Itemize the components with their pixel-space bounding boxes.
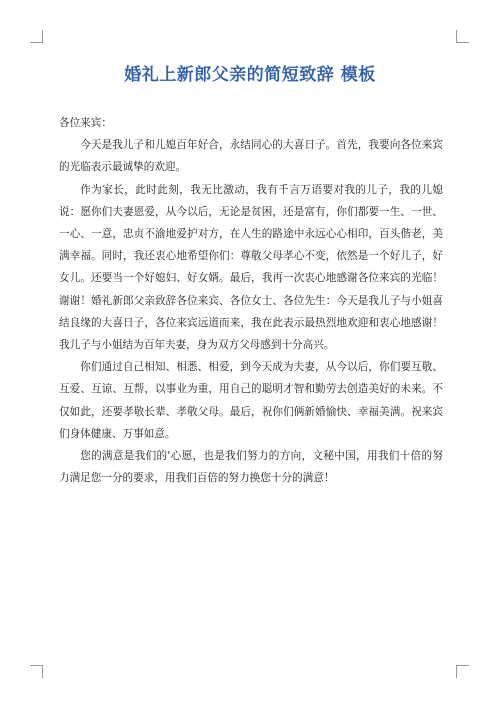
crop-mark-top-right [456, 30, 469, 43]
paragraph-4: 您的满意是我们的'心愿，也是我们努力的方向，文秘中国，用我们十倍的努力满足您一分的要求，用我们百倍的努力换您十分的满意！ [59, 450, 443, 485]
crop-mark-bottom-right [456, 665, 469, 678]
salutation: 各位来宾： [59, 117, 112, 129]
document-title: 婚礼上新郎父亲的简短致辞 模板 [124, 65, 376, 85]
crop-mark-top-left [30, 30, 43, 43]
paragraph-3: 你们通过自己相知、相悉、相爱，到今天成为夫妻，从今以后，你们要互敬、互爱、互谅、互帮，以事业为重，用自己的聪明才智和勤劳去创造美好的未来。不仅如此，还要孝敬长辈、孝敬父母。最后，祝你们俩新婚愉快、幸福美满。祝来宾们身体健康、万事如意。 [59, 361, 443, 440]
paragraph-2: 作为家长，此时此刻，我无比激动，我有千言万语要对我的儿子，我的儿媳说：愿你们夫妻恩爱，从今以后，无论是贫困，还是富有，你们都要一生、一世、一心、一意，忠贞不渝地爱护对方，在人生的路途中永远心心相印，百头偕老，美满幸福。同时，我还衷心地希望你们：尊敬父母孝心不变，依然是一个好儿子，好女儿。还要当一个好媳妇、好女婿。最后，我再一次衷心地感谢各位来宾的光临！谢谢！婚礼新郎父亲致辞各位来宾、各位女士、各位先生：今天是我儿子与小姐喜结良缘的大喜日子，各位来宾远道而来，我在此表示最热烈地欢迎和衷心地感谢！我儿子与小姐结为百年夫妻，身为双方父母感到十分高兴。 [59, 183, 443, 352]
crop-mark-bottom-left [30, 665, 43, 678]
paragraph-1: 今天是我儿子和儿媳百年好合，永结同心的大喜日子。首先，我要向各位来宾的光临表示最诚挚的欢迎。 [59, 139, 443, 174]
document-body [59, 112, 443, 489]
